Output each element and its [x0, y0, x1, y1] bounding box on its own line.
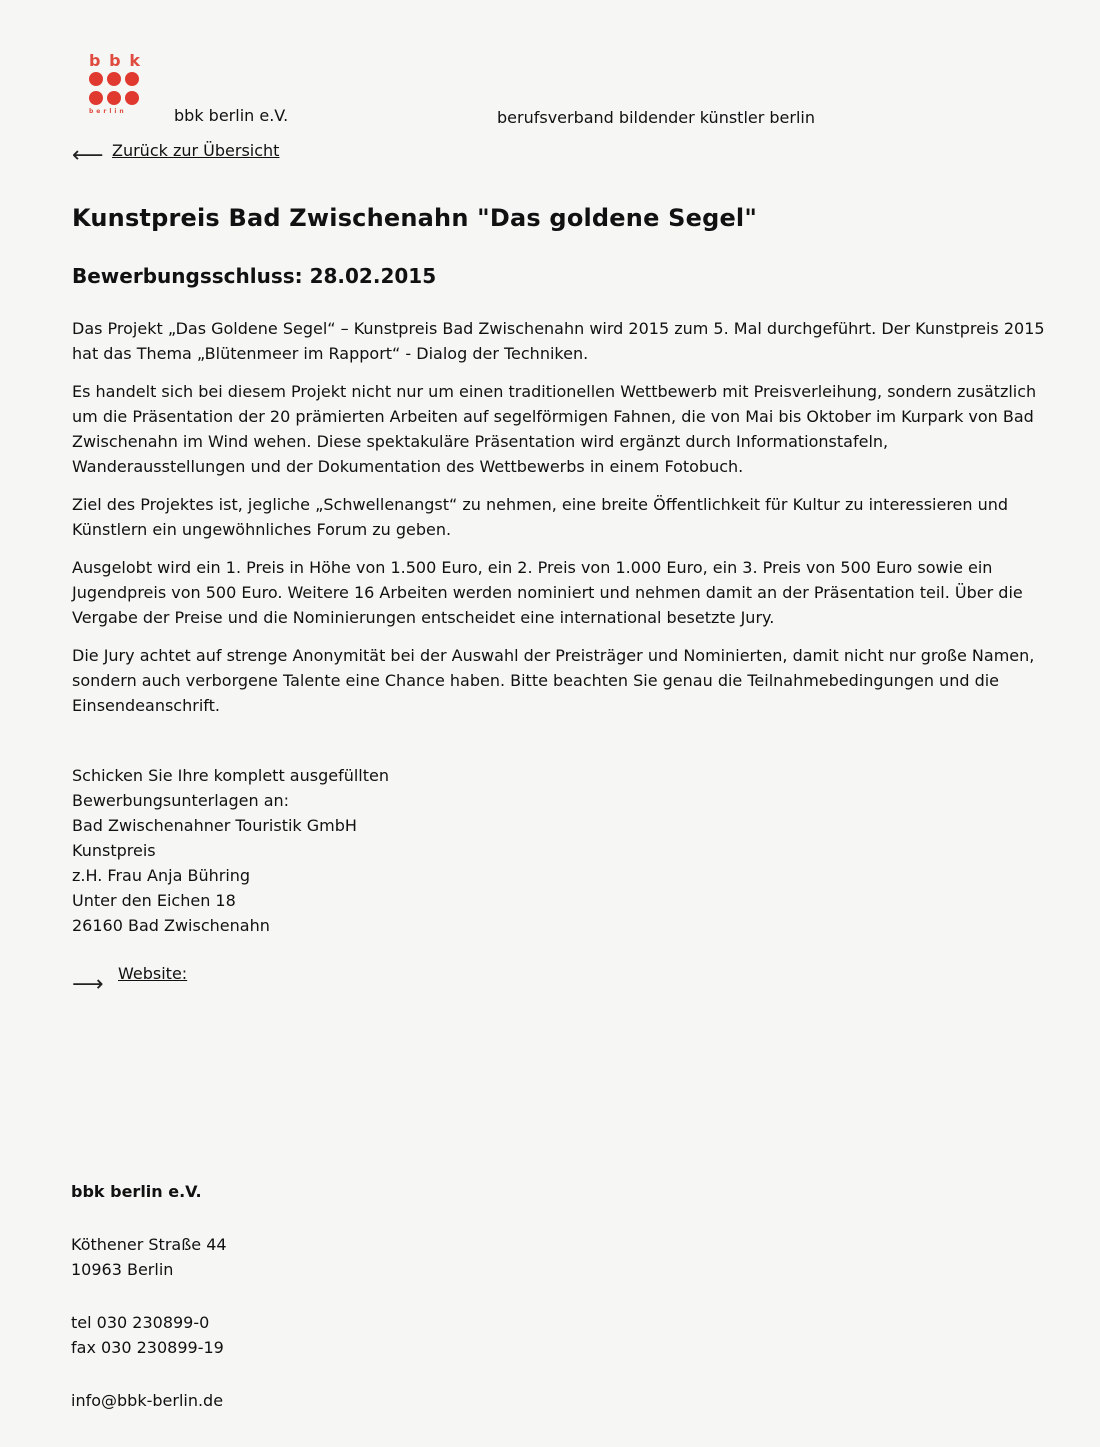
article-body	[72, 316, 1052, 731]
footer-city: 10963 Berlin	[71, 1260, 174, 1279]
logo-dot	[125, 91, 139, 105]
org-name: bbk berlin e.V.	[174, 106, 289, 125]
back-link[interactable]	[72, 141, 279, 167]
logo-letter: b	[89, 51, 102, 70]
logo-letter: k	[129, 51, 141, 70]
address-line: Schicken Sie Ihre komplett ausgefüllten	[72, 766, 389, 785]
footer-street: Köthener Straße 44	[71, 1235, 227, 1254]
org-full-name: berufsverband bildender künstler berlin	[497, 108, 815, 127]
logo-letters	[89, 53, 141, 69]
footer-contact	[71, 1179, 227, 1413]
website-link-label[interactable]: Website:	[118, 964, 188, 983]
page-title: Kunstpreis Bad Zwischenahn "Das goldene Segel"	[72, 204, 758, 232]
arrow-left-icon: ⟵	[72, 143, 104, 168]
logo-dot	[89, 91, 103, 105]
footer-org-name: bbk berlin e.V.	[71, 1182, 202, 1201]
logo-dot	[89, 72, 103, 86]
logo-dot	[107, 91, 121, 105]
paragraph: Das Projekt „Das Goldene Segel“ – Kunstpreis Bad Zwischenahn wird 2015 zum 5. Mal durchgeführt. Der Kunstpreis 2015 hat das Thema „Blütenmeer im Rapport“ - Dialog der Techniken.	[72, 319, 1045, 363]
address-line: z.H. Frau Anja Bühring	[72, 866, 251, 885]
footer-spacer	[71, 1360, 227, 1388]
address-line: 26160 Bad Zwischenahn	[72, 916, 270, 935]
deadline-heading: Bewerbungsschluss: 28.02.2015	[72, 264, 437, 288]
footer-fax: fax 030 230899-19	[71, 1338, 224, 1357]
footer-tel: tel 030 230899-0	[71, 1313, 210, 1332]
arrow-right-icon: ⟶	[72, 972, 104, 997]
paragraph: Ziel des Projektes ist, jegliche „Schwellenangst“ zu nehmen, eine breite Öffentlichkeit für Kultur zu interessieren und Künstlern ein ungewöhnliches Forum zu geben.	[72, 495, 1009, 539]
logo-dot	[125, 72, 139, 86]
logo-dots	[89, 72, 145, 105]
footer-email[interactable]: info@bbk-berlin.de	[71, 1391, 224, 1410]
website-link[interactable]	[72, 964, 187, 996]
back-link-label[interactable]: Zurück zur Übersicht	[112, 141, 280, 160]
address-line: Bad Zwischenahner Touristik GmbH	[72, 816, 357, 835]
paragraph: Ausgelobt wird ein 1. Preis in Höhe von 1.500 Euro, ein 2. Preis von 1.000 Euro, ein 3. Preis von 500 Euro sowie ein Jugendpreis von 500 Euro. Weitere 16 Arbeiten werden nominiert und nehmen damit an der Präsentation teil. Über die Vergabe der Preise und die Nominierungen entscheidet eine international besetzte Jury.	[72, 558, 1023, 627]
paragraph: Die Jury achtet auf strenge Anonymität bei der Auswahl der Preisträger und Nominierten, damit nicht nur große Namen, sondern auch verborgene Talente eine Chance haben. Bitte beachten Sie genau die Teilnahmebedingungen und die Einsendeanschrift.	[72, 646, 1035, 715]
logo-subtext: berlin	[89, 108, 127, 115]
logo-letter: b	[109, 51, 122, 70]
submission-address	[72, 763, 389, 938]
footer-spacer	[71, 1282, 227, 1310]
bbk-logo	[89, 53, 145, 115]
address-line: Kunstpreis	[72, 841, 156, 860]
paragraph: Es handelt sich bei diesem Projekt nicht nur um einen traditionellen Wettbewerb mit Preisverleihung, sondern zusätzlich um die Präsentation der 20 prämierten Arbeiten auf segelförmigen Fahnen, die von Mai bis Oktober im Kurpark von Bad Zwischenahn im Wind wehen. Diese spektakuläre Präsentation wird ergänzt durch Informationstafeln, Wanderausstellungen und der Dokumentation des Wettbewerbs in einem Fotobuch.	[72, 382, 1037, 476]
address-line: Unter den Eichen 18	[72, 891, 236, 910]
logo-dot	[107, 72, 121, 86]
address-line: Bewerbungsunterlagen an:	[72, 791, 290, 810]
